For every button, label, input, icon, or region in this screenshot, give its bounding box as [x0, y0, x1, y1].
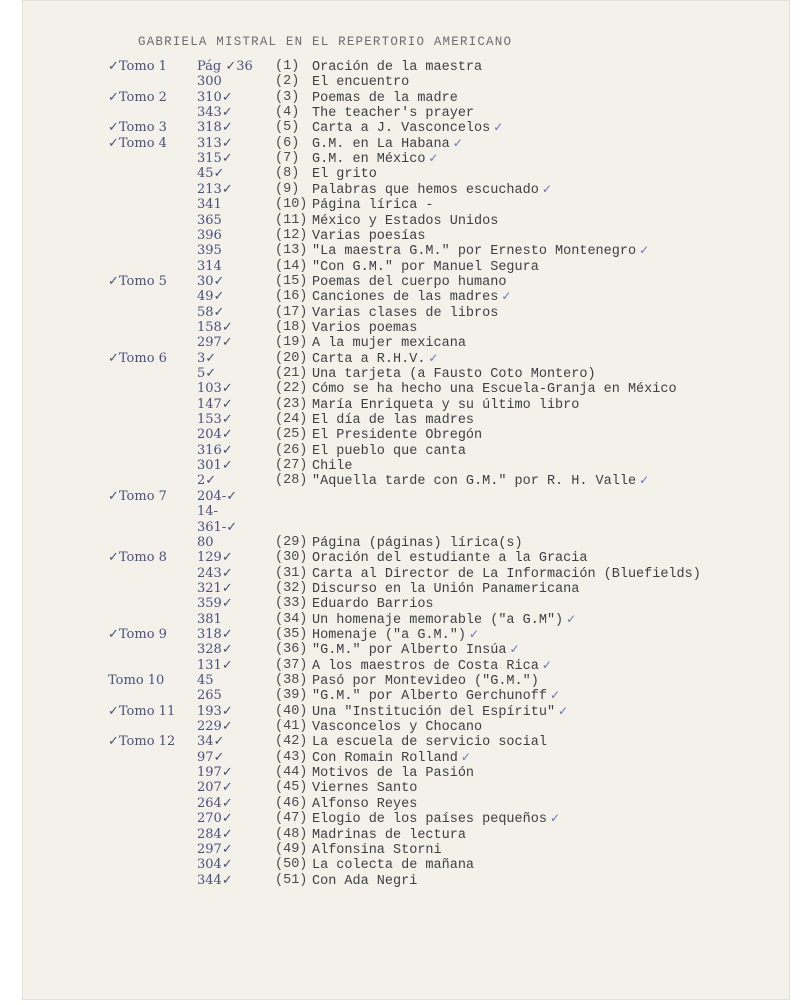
- page-number: 395: [197, 243, 222, 259]
- page-number: 344✓: [197, 872, 233, 888]
- index-row: [0, 412, 780, 427]
- entry-number: (25): [275, 427, 308, 443]
- entry-number: (14): [275, 258, 308, 274]
- page-number: 80: [197, 534, 214, 550]
- entry: [312, 750, 471, 766]
- entry: [312, 305, 501, 321]
- index-row: [0, 520, 780, 535]
- page-number: 301✓: [197, 458, 233, 474]
- page-number: 328✓: [197, 642, 233, 658]
- tomo-label: ✓Tomo 9: [108, 626, 167, 642]
- index-row: [0, 427, 780, 442]
- page-number: 365: [197, 212, 222, 228]
- entry-number: (11): [275, 212, 308, 228]
- index-row: [0, 596, 780, 611]
- entry-title: Página (páginas) lírica(s): [312, 535, 523, 551]
- index-row: [0, 320, 780, 335]
- page-number: 313✓: [197, 135, 233, 151]
- entry: [312, 489, 315, 505]
- index-row: [0, 197, 780, 212]
- entry-title: María Enriqueta y su último libro: [312, 397, 580, 413]
- entry-number: (47): [275, 811, 308, 827]
- page-number: 129✓: [197, 550, 233, 566]
- entry-title: "G.M." por Alberto Gerchunoff: [312, 689, 547, 705]
- check-mark-icon: ✓: [428, 350, 439, 365]
- page-number: 341: [197, 197, 222, 213]
- entry-title: "La maestra G.M." por Ernesto Montenegro: [312, 244, 637, 260]
- page-number: 213✓: [197, 181, 233, 197]
- entry-number: (1): [275, 59, 300, 74]
- page-number: 359✓: [197, 596, 233, 612]
- index-row: [0, 74, 780, 89]
- entry-title: Oración de la maestra: [312, 60, 483, 75]
- check-mark-icon: ✓: [639, 473, 650, 488]
- page-number: 297✓: [197, 841, 233, 857]
- entry: [312, 243, 649, 259]
- entry: [312, 627, 479, 643]
- entry: [312, 642, 520, 658]
- page-number: 14-: [197, 504, 218, 520]
- entry-title: Cómo se ha hecho una Escuela-Granja en México: [312, 382, 677, 398]
- entry-title: La colecta de mañana: [312, 858, 475, 874]
- check-mark-icon: ✓: [639, 243, 650, 258]
- page-number: 264✓: [197, 795, 233, 811]
- entry: [312, 381, 680, 397]
- page-number: 315✓: [197, 151, 233, 167]
- entry: [312, 673, 542, 689]
- entry: [312, 289, 511, 305]
- page-number: 381: [197, 611, 222, 627]
- check-mark-icon: ✓: [509, 642, 520, 657]
- index-row: [0, 627, 780, 642]
- index-row: [0, 873, 780, 888]
- entry: [312, 90, 461, 106]
- entry-title: Alfonso Reyes: [312, 796, 418, 812]
- entry-title: Oración del estudiante a la Gracia: [312, 551, 588, 567]
- entry-number: (6): [275, 135, 300, 151]
- index-row: [0, 335, 780, 350]
- entry: [312, 151, 438, 167]
- index-row: [0, 719, 780, 734]
- check-mark-icon: ✓: [541, 657, 552, 672]
- page-number: 310✓: [197, 89, 233, 105]
- entry-number: (16): [275, 289, 308, 305]
- entry: [312, 166, 380, 182]
- tomo-label: ✓Tomo 1: [108, 59, 167, 74]
- entry: [312, 443, 469, 459]
- index-row: [0, 857, 780, 872]
- index-row: [0, 842, 780, 857]
- index-row: [0, 289, 780, 304]
- entry-number: (34): [275, 611, 308, 627]
- entry: [312, 473, 649, 489]
- page-number: 103✓: [197, 381, 233, 397]
- entry-number: (36): [275, 642, 308, 658]
- entry-number: (49): [275, 841, 308, 857]
- entry-number: (17): [275, 304, 308, 320]
- index-row: [0, 274, 780, 289]
- entry: [312, 335, 469, 351]
- entry-title: El encuentro: [312, 75, 410, 91]
- index-row: [0, 827, 780, 842]
- index-row: [0, 366, 780, 381]
- tomo-label: ✓Tomo 5: [108, 273, 167, 289]
- entry-number: (19): [275, 335, 308, 351]
- check-mark-icon: ✓: [452, 135, 463, 150]
- entry: [312, 719, 485, 735]
- entry: [312, 458, 356, 474]
- entry-title: El día de las madres: [312, 413, 475, 429]
- entry: [312, 366, 599, 382]
- page-number: 284✓: [197, 826, 233, 842]
- page-number: 5✓: [197, 366, 217, 381]
- index-row: [0, 59, 780, 74]
- entry-number: (27): [275, 458, 308, 474]
- entry-number: (51): [275, 872, 308, 888]
- page-number: 300: [197, 74, 222, 90]
- index-row: [0, 213, 780, 228]
- tomo-label: ✓Tomo 12: [108, 734, 176, 750]
- check-mark-icon: ✓: [428, 151, 439, 166]
- entry-number: (33): [275, 596, 308, 612]
- check-mark-icon: ✓: [558, 703, 569, 718]
- entry: [312, 320, 420, 336]
- index-row: [0, 105, 780, 120]
- entry-title: El grito: [312, 167, 377, 183]
- entry: [312, 136, 463, 152]
- index-row: [0, 381, 780, 396]
- entry-title: Carta a J. Vasconcelos: [312, 121, 491, 137]
- entry-number: (39): [275, 688, 308, 704]
- entry-number: (37): [275, 657, 308, 673]
- entry: [312, 59, 485, 75]
- entry: [312, 105, 477, 121]
- check-mark-icon: ✓: [549, 688, 561, 703]
- entry-title: Viernes Santo: [312, 781, 418, 797]
- page-number: 131✓: [197, 657, 233, 673]
- entry-title: Un homenaje memorable ("a G.M"): [312, 612, 564, 628]
- entry-number: (5): [275, 120, 300, 136]
- page-number: 204-✓: [197, 488, 238, 504]
- entry-number: (22): [275, 381, 308, 397]
- entry: [312, 520, 315, 536]
- entry-title: The teacher's prayer: [312, 106, 475, 122]
- index-row: [0, 642, 780, 657]
- page-number: 304✓: [197, 857, 233, 873]
- entry-title: La escuela de servicio social: [312, 735, 547, 751]
- check-mark-icon: ✓: [549, 811, 561, 826]
- index-row: [0, 658, 780, 673]
- entry-number: (42): [275, 734, 308, 750]
- entry-number: (35): [275, 626, 308, 642]
- tomo-label: ✓Tomo 7: [108, 488, 167, 504]
- entry-number: (31): [275, 565, 308, 581]
- index-row: [0, 151, 780, 166]
- entry-number: (8): [275, 166, 300, 182]
- check-mark-icon: ✓: [468, 626, 479, 641]
- tomo-label: ✓Tomo 3: [108, 120, 167, 136]
- page-number: 270✓: [197, 811, 233, 827]
- entry-number: (21): [275, 366, 308, 381]
- entry-number: (30): [275, 550, 308, 566]
- index-row: [0, 90, 780, 105]
- page-number: 197✓: [197, 765, 233, 781]
- index-row: [0, 504, 780, 519]
- entry: [312, 74, 412, 90]
- entry-number: (46): [275, 795, 308, 811]
- entry-number: (26): [275, 442, 308, 458]
- check-mark-icon: ✓: [460, 749, 471, 764]
- entry-title: Homenaje ("a G.M."): [312, 627, 466, 643]
- page-number: 243✓: [197, 565, 233, 581]
- index-row: [0, 673, 780, 688]
- entry-number: (2): [275, 74, 300, 90]
- page-number: 361-✓: [197, 519, 238, 535]
- index-row: [0, 612, 780, 627]
- entry: [312, 427, 485, 443]
- entry-title: Chile: [312, 459, 353, 475]
- index-row: [0, 351, 780, 366]
- entry-number: (20): [275, 350, 308, 366]
- entry-number: (29): [275, 534, 308, 550]
- index-row: [0, 473, 780, 488]
- entry-title: Poemas del cuerpo humano: [312, 274, 507, 290]
- page-number: 97✓: [197, 749, 225, 765]
- entry: [312, 412, 477, 428]
- entry: [312, 566, 704, 582]
- entry-title: "Aquella tarde con G.M." por R. H. Valle: [312, 474, 637, 490]
- entry-number: (40): [275, 703, 308, 719]
- page-number: 316✓: [197, 442, 233, 458]
- entry-title: México y Estados Unidos: [312, 213, 499, 229]
- entry-number: (24): [275, 412, 308, 428]
- index-row: [0, 136, 780, 151]
- page-number: 265: [197, 688, 222, 704]
- entry-title: Página lírica -: [312, 198, 434, 214]
- entry: [312, 827, 469, 843]
- entry: [312, 734, 550, 750]
- tomo-label: ✓Tomo 6: [108, 350, 167, 366]
- entry-title: A los maestros de Costa Rica: [312, 658, 539, 674]
- page-number: 193✓: [197, 703, 233, 719]
- entry-title: Vasconcelos y Chocano: [312, 720, 483, 736]
- index-row: [0, 120, 780, 135]
- entry: [312, 612, 576, 628]
- entry-number: (50): [275, 857, 308, 873]
- entry: [312, 213, 501, 229]
- page-number: 204✓: [197, 427, 233, 443]
- index-row: [0, 489, 780, 504]
- page-number: 30✓: [197, 273, 225, 289]
- index-row: [0, 811, 780, 826]
- entry: [312, 857, 477, 873]
- entry-number: (38): [275, 673, 308, 688]
- entry-title: Con Romain Rolland: [312, 750, 458, 766]
- page-number: 45✓: [197, 166, 225, 182]
- entry: [312, 120, 503, 136]
- entry: [312, 581, 582, 597]
- entry-title: Varias clases de libros: [312, 305, 499, 321]
- entry-number: (44): [275, 765, 308, 781]
- page-number: 343✓: [197, 105, 233, 121]
- tomo-label: ✓Tomo 4: [108, 135, 167, 151]
- entry-title: Eduardo Barrios: [312, 597, 434, 613]
- page-number: 314: [197, 258, 222, 274]
- entry-number: (28): [275, 473, 308, 489]
- index-row: [0, 259, 780, 274]
- page-number: 318✓: [197, 120, 233, 136]
- entry-number: (18): [275, 319, 308, 335]
- entry-title: A la mujer mexicana: [312, 336, 466, 352]
- entry: [312, 397, 582, 413]
- page-number: 158✓: [197, 319, 233, 335]
- index-row: [0, 550, 780, 565]
- check-mark-icon: ✓: [501, 289, 512, 304]
- entry-number: (48): [275, 826, 308, 842]
- entry-number: (45): [275, 780, 308, 796]
- tomo-label: ✓Tomo 8: [108, 550, 167, 566]
- entry: [312, 811, 560, 827]
- entry-title: Varios poemas: [312, 320, 418, 336]
- index-row: [0, 566, 780, 581]
- entry-title: El pueblo que canta: [312, 443, 466, 459]
- entry-number: (43): [275, 749, 308, 765]
- entry-title: Palabras que hemos escuchado: [312, 182, 539, 198]
- entry: [312, 688, 560, 704]
- page-number: 297✓: [197, 335, 233, 351]
- entry: [312, 842, 445, 858]
- entry-title: Carta al Director de La Información (Bluefields): [312, 566, 701, 582]
- index-row: [0, 166, 780, 181]
- entry: [312, 704, 568, 720]
- entry: [312, 504, 315, 520]
- entry-title: "Con G.M." por Manuel Segura: [312, 259, 539, 275]
- entry: [312, 765, 477, 781]
- entry-title: Varias poesías: [312, 228, 426, 244]
- page-number: 147✓: [197, 396, 233, 412]
- entry-title: El Presidente Obregón: [312, 428, 483, 444]
- entry-number: (7): [275, 151, 300, 167]
- entry-title: Alfonsina Storni: [312, 842, 442, 858]
- index-row: [0, 581, 780, 596]
- page-number: 45: [197, 673, 214, 688]
- entry-title: Madrinas de lectura: [312, 827, 466, 843]
- entry-number: (23): [275, 396, 308, 412]
- entry-title: Motivos de la Pasión: [312, 766, 475, 782]
- entry-number: (15): [275, 273, 308, 289]
- entry: [312, 182, 552, 198]
- entry-title: Discurso en la Unión Panamericana: [312, 581, 580, 597]
- entry-title: Elogio de los países pequeños: [312, 812, 547, 828]
- entry: [312, 780, 420, 796]
- entry: [312, 197, 437, 213]
- entry: [312, 535, 526, 551]
- tomo-label: ✓Tomo 2: [108, 89, 167, 105]
- page-number: 58✓: [197, 304, 225, 320]
- entry: [312, 351, 438, 367]
- tomo-label: Tomo 10: [108, 673, 165, 688]
- index-row: [0, 704, 780, 719]
- entry-number: (3): [275, 89, 300, 105]
- page-number: 3✓: [197, 350, 217, 366]
- index-row: [0, 228, 780, 243]
- page-number: 2✓: [197, 473, 217, 489]
- index-row: [0, 796, 780, 811]
- index-row: [0, 535, 780, 550]
- entry: [312, 259, 542, 275]
- page-number: Pág ✓36: [197, 59, 253, 74]
- page-number: 321✓: [197, 580, 233, 596]
- index-row: [0, 780, 780, 795]
- entry-title: "G.M." por Alberto Insúa: [312, 643, 507, 659]
- entry-number: (12): [275, 227, 308, 243]
- entry: [312, 550, 590, 566]
- page-number: 396: [197, 227, 222, 243]
- check-mark-icon: ✓: [566, 611, 577, 626]
- tomo-label: ✓Tomo 11: [108, 703, 176, 719]
- entry-number: (41): [275, 719, 308, 735]
- entry-number: (13): [275, 243, 308, 259]
- entry-title: Canciones de las madres: [312, 290, 499, 306]
- page-number: 34✓: [197, 734, 225, 750]
- entry-title: Una "Institución del Espíritu": [312, 704, 556, 720]
- entry: [312, 274, 509, 290]
- entry: [312, 658, 552, 674]
- entry-title: Poemas de la madre: [312, 90, 458, 106]
- page-number: 318✓: [197, 626, 233, 642]
- index-row: [0, 182, 780, 197]
- entry: [312, 873, 420, 889]
- index-row: [0, 734, 780, 749]
- page-number: 153✓: [197, 412, 233, 428]
- entry-title: Pasó por Montevideo ("G.M."): [312, 674, 539, 689]
- entry-number: (32): [275, 580, 308, 596]
- entry-title: Una tarjeta (a Fausto Coto Montero): [312, 367, 596, 382]
- entry-title: Con Ada Negri: [312, 873, 418, 889]
- page-number: 49✓: [197, 289, 225, 305]
- entry: [312, 596, 437, 612]
- index-row: [0, 458, 780, 473]
- entry-title: Carta a R.H.V.: [312, 351, 426, 367]
- entry-number: (9): [275, 181, 300, 197]
- index-row: [0, 688, 780, 703]
- index-row: [0, 243, 780, 258]
- entry-number: (10): [275, 197, 308, 213]
- entry-number: (4): [275, 105, 300, 121]
- index-row: [0, 443, 780, 458]
- document-title: GABRIELA MISTRAL EN EL REPERTORIO AMERICANO: [138, 35, 513, 49]
- page-number: 207✓: [197, 780, 233, 796]
- index-row: [0, 397, 780, 412]
- index-row: [0, 750, 780, 765]
- entry-title: G.M. en La Habana: [312, 136, 450, 152]
- check-mark-icon: ✓: [541, 181, 552, 196]
- entry: [312, 796, 420, 812]
- check-mark-icon: ✓: [493, 120, 504, 135]
- entry: [312, 228, 428, 244]
- page-number: 229✓: [197, 719, 233, 735]
- index-row: [0, 765, 780, 780]
- index-row: [0, 305, 780, 320]
- entry-title: G.M. en México: [312, 152, 426, 168]
